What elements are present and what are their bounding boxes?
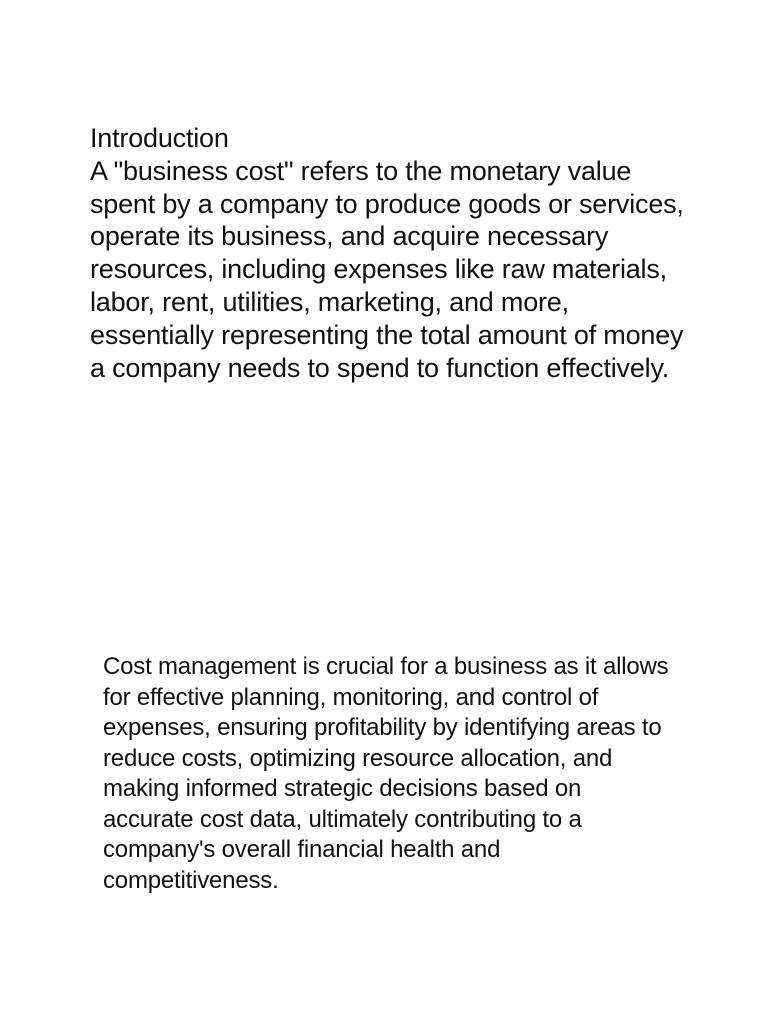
cost-management-paragraph: Cost management is crucial for a business as it allows for effective planning, monitoring, and control of expenses, ensuring profitability by identifying areas to reduce costs, optimizing resource allocation, and making informed strategic decisions based on accurate cost data, ultimately contributing to a company's overall financial health and competitiveness.	[103, 653, 669, 894]
business-cost-paragraph: A "business cost" refers to the monetary value spent by a company to produce goods or services, operate its business, and acquire necessary resources, including expenses like raw materials, labor, rent, utilities, marketing, and more, essentially representing the total amount of money a company needs to spend to function effectively.	[90, 155, 684, 383]
introduction-section	[90, 122, 690, 384]
introduction-heading: Introduction	[90, 123, 229, 153]
